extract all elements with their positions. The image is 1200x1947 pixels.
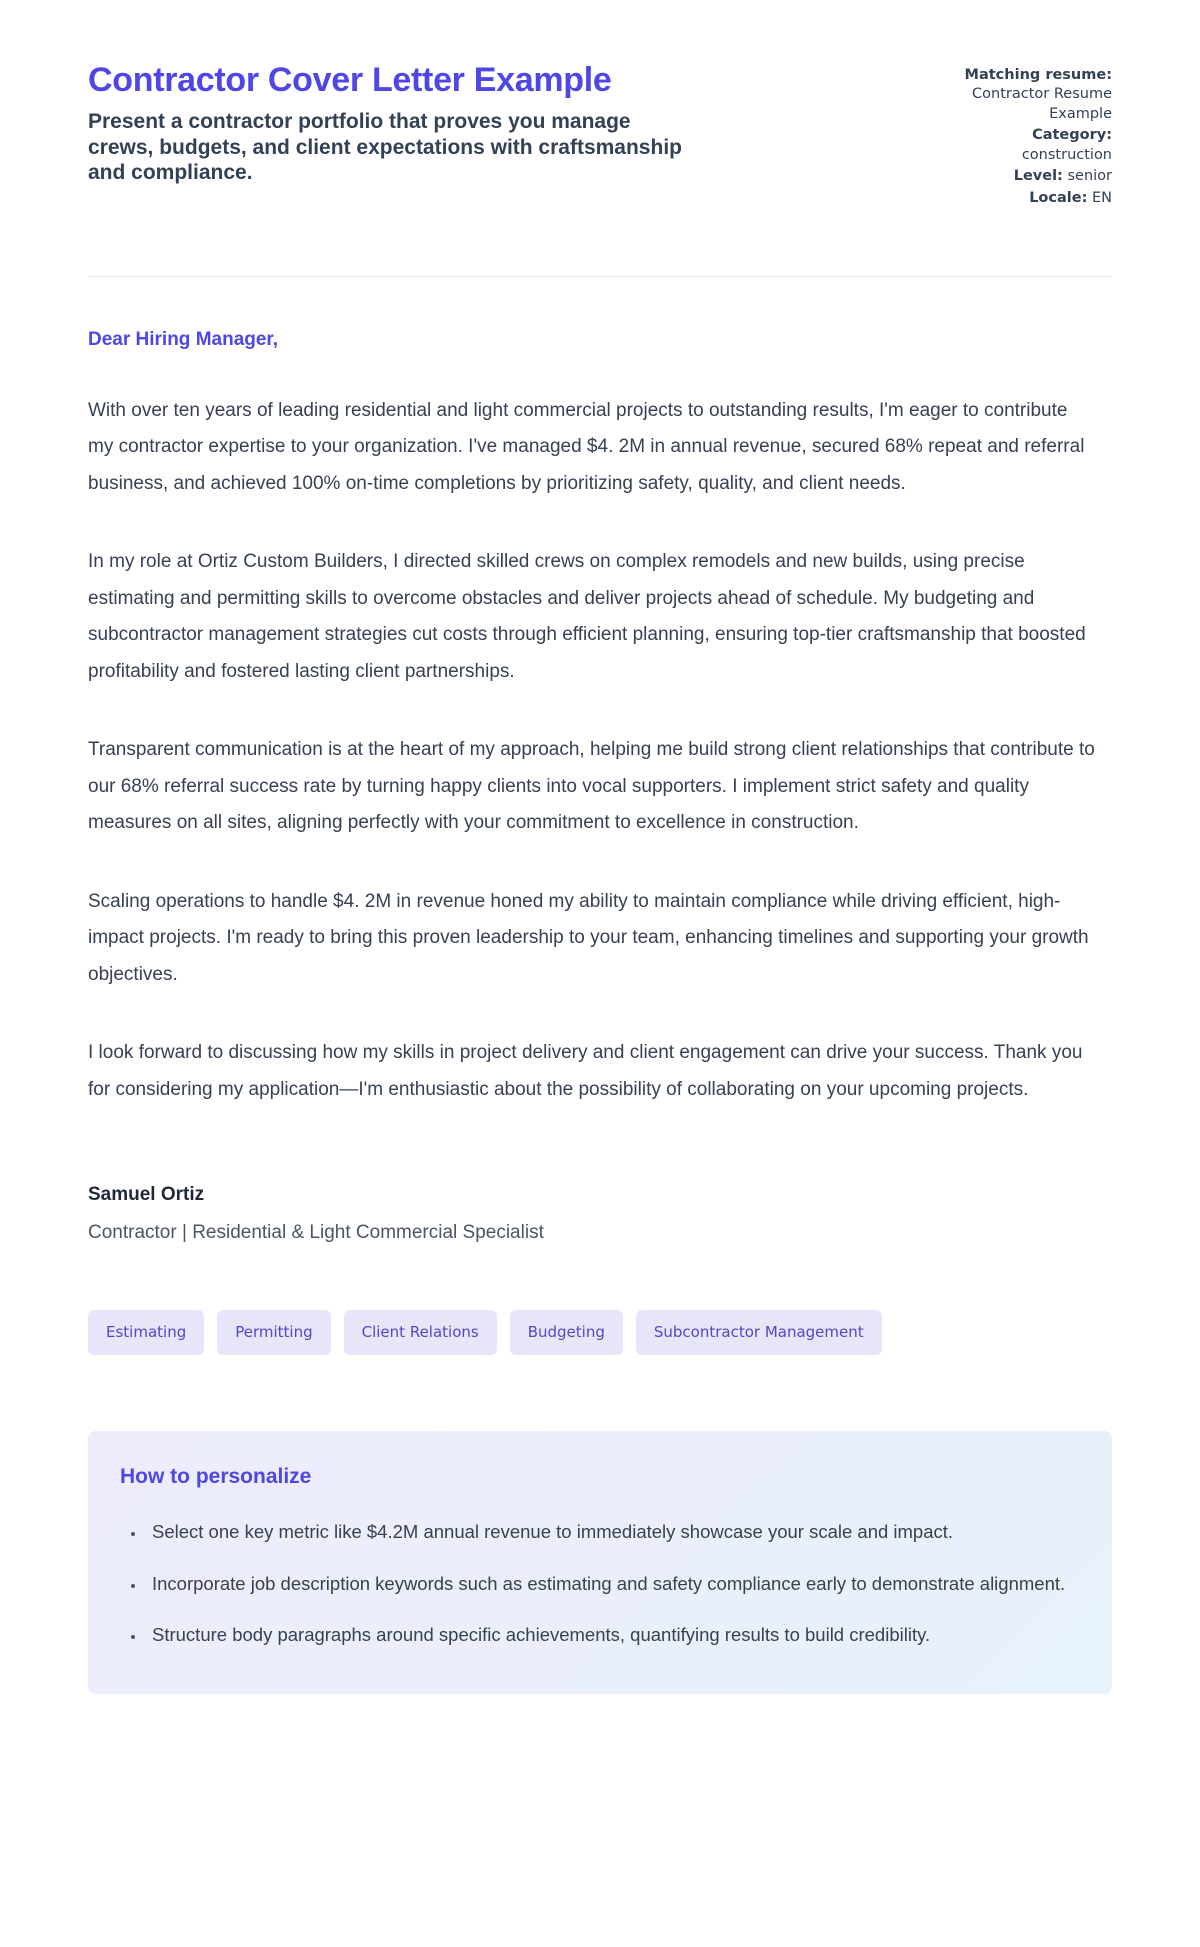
skill-tags [88,1310,1112,1355]
meta-value: senior [1067,168,1112,185]
bottom-spacer [88,1694,1112,1766]
meta-label: Category: [1032,127,1112,144]
page-subtitle: Present a contractor portfolio that proves you manage crews, budgets, and client expectations with craftsmanship and compliance. [88,110,682,184]
header-titles [88,62,688,185]
skill-tag-budgeting: Budgeting [510,1310,623,1355]
skill-tag-client-relations: Client Relations [344,1310,497,1355]
page-title: Contractor Cover Letter Example [88,61,612,99]
meta-item-level [940,167,1112,186]
meta-label: Locale: [1029,189,1088,206]
header-divider [88,276,1112,277]
meta-label: Matching resume: [964,67,1112,83]
meta-item-locale [940,189,1112,208]
letter-paragraph: In my role at Ortiz Custom Builders, I directed skilled crews on complex remodels and new builds, using precise estimating and permitting skills to overcome obstacles and deliver projects ahead of schedule. My budgeting and subcontractor management strategies cut costs through efficient planning, ensuring top-tier craftsmanship that boosted profitability and fostered lasting client partnerships. [88,551,1086,682]
signature-role: Contractor | Residential & Light Commercial Specialist [88,1221,544,1243]
letter-paragraph: Transparent communication is at the heart of my approach, helping me build strong client relationships that contribute to our 68% referral success rate by turning happy clients into vocal supporters. I implement strict safety and quality measures on all sites, aligning perfectly with your commitment to excellence in construction. [88,739,1095,834]
letter-body [88,329,1112,1244]
skill-tag-estimating: Estimating [88,1310,204,1355]
meta-label: Level: [1013,168,1063,185]
meta-value: Contractor Resume Example [972,86,1112,122]
personalize-bullet: • Select one key metric like $4.2M annual revenue to immediately showcase your scale and impact. [146,1515,1080,1549]
meta-item-matching-resume [940,66,1112,124]
salutation: Dear Hiring Manager, [88,328,279,350]
personalize-box [88,1431,1112,1694]
letter-paragraph: With over ten years of leading residential and light commercial projects to outstanding results, I'm eager to contribute my contractor expertise to your organization. I've managed $4. 2M in annual revenue, secured 68% repeat and referral business, and achieved 100% on-time completions by prioritizing safety, quality, and client needs. [88,399,1085,494]
skill-tag-subcontractor-management: Subcontractor Management [636,1310,882,1355]
letter-paragraph: I look forward to discussing how my skills in project delivery and client engagement can drive your success. Thank you for considering my application—I'm enthusiastic about the possibility of collaborating on your upcoming projects. [88,1042,1083,1100]
resume-meta [940,62,1112,210]
meta-item-category [940,126,1112,165]
personalize-bullet: • Structure body paragraphs around specific achievements, quantifying results to build credibility. [146,1618,1080,1652]
personalize-heading: How to personalize [120,1464,312,1488]
meta-value: EN [1091,189,1112,206]
skill-tag-permitting: Permitting [217,1310,330,1355]
signature-name: Samuel Ortiz [88,1183,205,1205]
meta-value: construction [1021,146,1112,163]
personalize-list [120,1515,1080,1652]
page-header [88,62,1112,210]
cover-letter-page [88,0,1112,1766]
letter-paragraph: Scaling operations to handle $4. 2M in revenue honed my ability to maintain compliance while driving efficient, high-impact projects. I'm ready to bring this proven leadership to your team, enhancing timelines and supporting your growth objectives. [88,890,1089,985]
personalize-bullet: • Incorporate job description keywords such as estimating and safety compliance early to demonstrate alignment. [146,1567,1080,1601]
